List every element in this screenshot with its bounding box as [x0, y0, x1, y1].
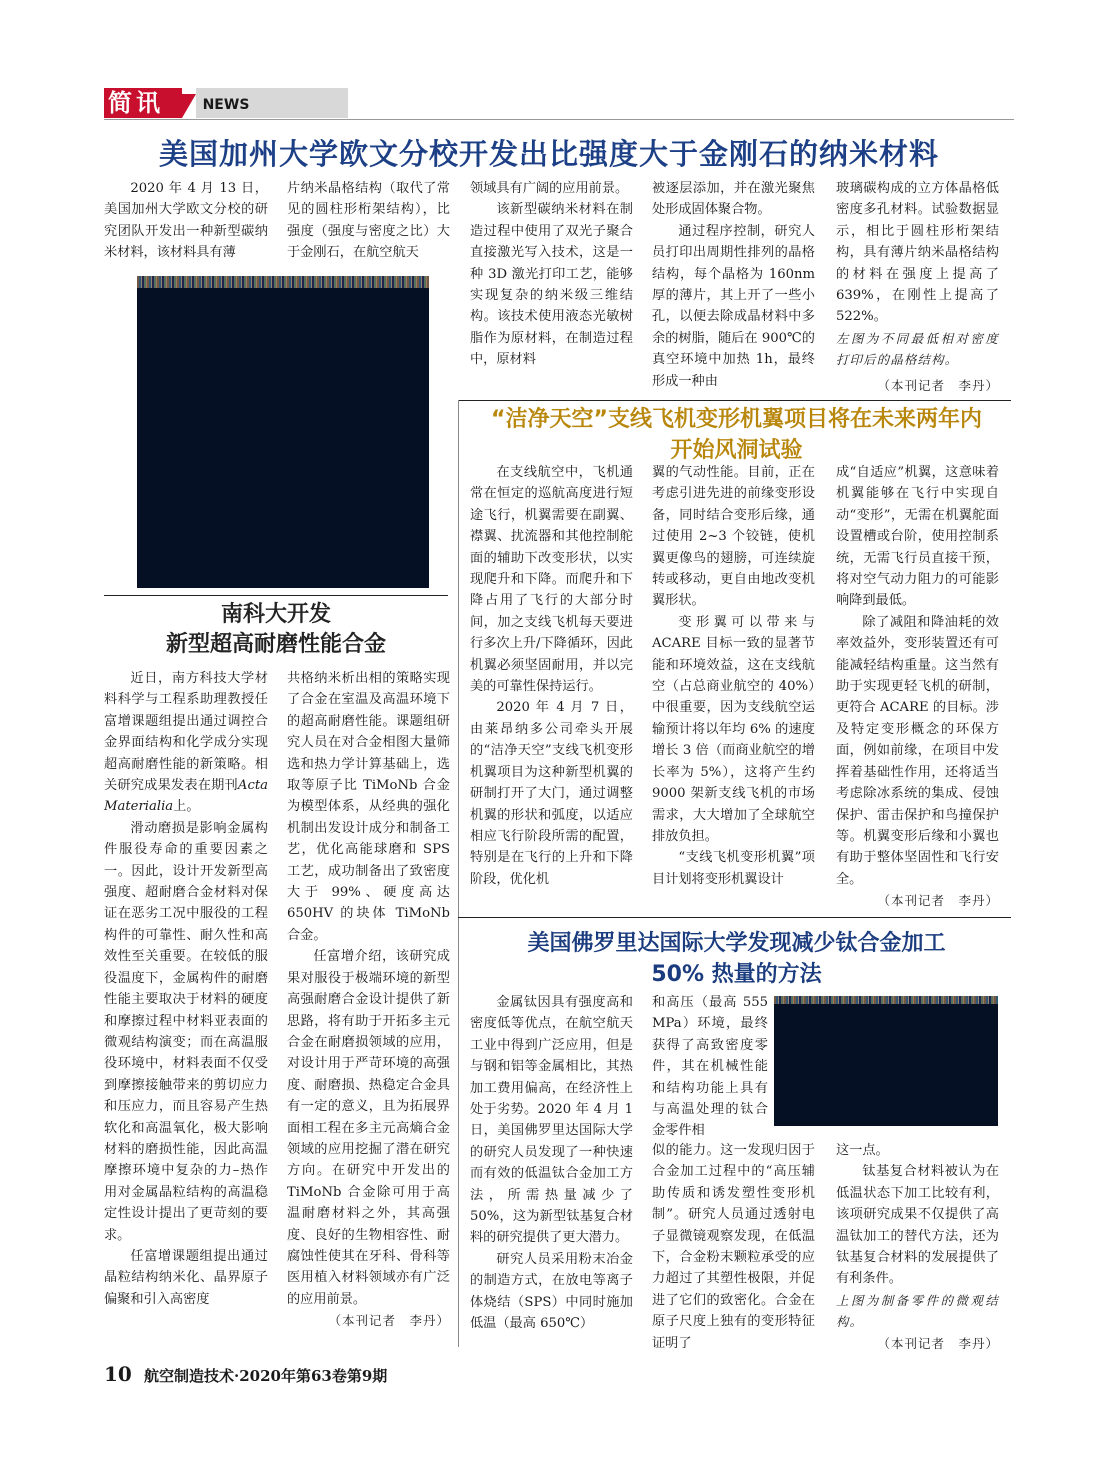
article4-col1: 金属钛因具有强度高和密度低等优点，在航空航天工业中得到广泛应用，但是与钢和铝等金属相比，其热加工费用偏高，在经济性上处于劣势。2020 年 4 月 1 日，美国佛罗里达国际大学的研究人员发现了一种快速而有效的低温钛合金加工方法，所需热量减少了 50%，这为新型钛基复合材料的研究提供了更大潜力。 研究人员采用粉末冶金的制造方式，在放电等离子体烧结（SPS）中同时施加低温（最高 650℃）: [470, 995, 633, 1332]
article1-col4: 被逐层添加，并在激光聚焦处形成固体聚合物。 通过程序控制，研究人员打印出周期性排列的晶格结构，每个晶格为 160nm 厚的薄片，其上开了一些小孔，以便去除成晶材料中多余的树脂，随后在 900℃的真空环境中加热 1h，最终形成一种由: [652, 181, 815, 389]
article4-col2a: 和高压（最高 555 MPa）环境，最终获得了高致密度零件，其在机械性能和结构功能上具有与高温处理的钛合金零件相: [652, 995, 768, 1139]
article3-col2: 翼的气动性能。目前，正在考虑引进先进的前缘变形设备，同时结合变形后缘，通过使用 2~3 个铰链，使机翼更像鸟的翅膀，可连续旋转或移动，更自由地改变机翼形状。 变形翼可以带来与 ACARE 目标一致的显著节能和环境效益，这在支线航空（占总商业航空的 40%）中很重要，因为支线航空运输预计将以年均 6% 的速度增长 3 倍（而商业航空的增长率为 5%），这将产生约 9000 架新支线飞机的市场需求，大大增加了全球航空排放负担。 “支线飞机变形机翼”项目计划将变形机翼设计: [652, 465, 815, 887]
section-title-en: NEWS: [202, 97, 250, 113]
article2-title-line2: 新型超高耐磨性能合金: [165, 632, 386, 657]
article3-title-line1: “洁净天空”支线飞机变形机翼项目将在未来两年内: [491, 407, 982, 432]
microstructure-image: [774, 996, 998, 1126]
article1-caption: 左图为不同最低相对密度打印后的晶格结构。: [836, 330, 999, 368]
article3-signature: （本刊记者 李丹）: [877, 893, 999, 909]
article4-title-line2: 50% 热量的方法: [651, 962, 822, 987]
nanolattice-image: [137, 276, 429, 588]
article2-title: [104, 600, 448, 660]
article4-title-line1: 美国佛罗里达国际大学发现减少钛合金加工: [527, 931, 946, 956]
rule-article3-top: [458, 400, 1011, 401]
article1-col2: 片纳米晶格结构（取代了常见的圆柱形桁架结构），比强度（强度与密度之比）大于金刚石，在航空航天: [287, 181, 450, 261]
article1-col1: 2020 年 4 月 13 日，美国加州大学欧文分校的研究团队开发出一种新型碳纳米材料，该材料具有薄: [104, 181, 268, 261]
article1-col3: 领域具有广阔的应用前景。 该新型碳纳米材料在制造过程中使用了双光子聚合直接激光写入技术，这是一种 3D 激光打印工艺，能够实现复杂的纳米级三维结构。该技术使用液态光敏树脂作为原材料，在制造过程中，原材料: [470, 181, 633, 368]
section-title-cn: 简讯: [108, 88, 164, 117]
article3-col1: 在支线航空中，飞机通常在恒定的巡航高度进行短途飞行，机翼需要在副翼、襟翼、扰流器和其他控制舵面的辅助下改变形状，以实现爬升和下降。而爬升和下降占用了飞行的大部分时间，加之支线飞机每天要进行多次上升/下降循环，因此机翼必须坚固耐用，并以完美的可靠性保持运行。 2020 年 4 月 7 日，由莱昂纳多公司牵头开展的“洁净天空”支线飞机变形机翼项目为这种新型机翼的研制打开了大门，通过调整机翼的形状和弧度，以适应相应飞行阶段所需的配置，特别是在飞行的上升和下降阶段，优化机: [470, 465, 633, 887]
article1-col5: 玻璃碳构成的立方体晶格低密度多孔材料。试验数据显示，相比于圆柱形桁架结构，具有薄片纳米晶格结构的材料在强度上提高了 639%，在刚性上提高了 522%。 左图为不同最低相对密度打印后的晶格结构。 （本刊记者 李丹）: [836, 178, 999, 396]
article2-title-line1: 南科大开发: [220, 602, 331, 627]
rule-article2-top: [104, 595, 448, 596]
article4-caption: 上图为制备零件的微观结构。: [836, 1292, 999, 1330]
journal-name: 航空制造技术·2020年第63卷第9期: [144, 1367, 388, 1385]
article4-signature: （本刊记者 李丹）: [877, 1335, 999, 1351]
article4-title: [462, 928, 1011, 990]
section-header: [104, 88, 1014, 120]
article4-col2b: 似的能力。这一发现归因于合金加工过程中的“高压辅助传质和诱发塑性变形机制”。研究人员通过透射电子显微镜观察发现，在低温下，合金粉末颗粒承受的应力超过了其塑性极限，并促进了它们的致密化。合金在原子尺度上独有的变形特征证明了: [652, 1143, 815, 1351]
article2-col2: 共格纳米析出相的策略实现了合金在室温及高温环境下的超高耐磨性能。课题组研究人员在对合金相图大量筛选和热力学计算基础上，选取等原子比 TiMoNb 合金为模型体系，从经典的强化机制出发设计成分和制备工艺，优化高能球磨和 SPS 工艺，成功制备出了致密度大于 99%、硬度高达 650HV 的块体 TiMoNb 合金。 任富增介绍，该研究成果对服役于极端环境的新型高强耐磨合金设计提供了新思路，将有助于开拓多主元合金在耐磨损领域的应用，对设计用于严苛环境的高强度、耐磨损、热稳定合金具有一定的意义，且为拓展界面相工程在多主元高熵合金领域的应用挖掘了潜在研究方向。在研究中开发出的 TiMoNb 合金除可用于高温耐磨材料之外，其高强度、良好的生物相容性、耐腐蚀性使其在牙科、骨科等医用植入材料领域亦有广泛的应用前景。 （本刊记者 李丹）: [287, 668, 450, 1332]
article2-col1: 近日，南方科技大学材料科学与工程系助理教授任富增课题组提出通过调控合金界面结构和化学成分实现超高耐磨性能的新策略。相关研究成果发表在期刊Acta Materialia上。 滑动磨损是影响金属构件服役寿命的重要因素之一。因此，设计开发新型高强度、超耐磨合金材料对保证在恶劣工况中服役的工程构件的可靠性、耐久性和高效性至关重要。在较低的服役温度下，金属构件的耐磨性能主要取决于材料的硬度和摩擦过程中材料亚表面的微观结构演变；而在高温服役环境中，材料表面不仅受到摩擦接触带来的剪切应力和压应力，而且容易产生热软化和高温氧化，极大影响材料的磨损性能，因此高温摩擦环境中复杂的力–热作用对金属晶粒结构的高温稳定性设计提出了更苛刻的要求。 任富增课题组提出通过晶粒结构纳米化、晶界原子偏聚和引入高密度: [104, 671, 268, 1307]
article4-col3: 这一点。 钛基复合材料被认为在低温状态下加工比较有利，该项研究成果不仅提供了高温钛加工的替代方法，还为钛基复合材料的发展提供了有利条件。 上图为制备零件的微观结构。 （本刊记者 李丹）: [836, 1140, 999, 1354]
rule-article4-top: [458, 917, 1011, 918]
article3-title: [462, 404, 1011, 466]
article3-col3: 成“自适应”机翼，这意味着机翼能够在飞行中实现自动“变形”，无需在机翼舵面设置槽或台阶，使用控制系统，无需飞行员直接干预，将对空气动力阻力的可能影响降到最低。 除了减阻和降油耗的效率效益外，变形装置还有可能减轻结构重量。这当然有助于实现更轻飞机的研制，更符合 ACARE 的目标。涉及特定变形概念的环保方面，例如前缘，在项目中发挥着基础性作用，还将适当考虑除冰系统的集成、侵蚀保护、雷击保护和鸟撞保护等。机翼变形后缘和小翼也有助于整体坚固性和飞行安全。 （本刊记者 李丹）: [836, 462, 999, 912]
page-number: 10: [104, 1362, 132, 1386]
section-tab: [182, 94, 196, 118]
footer: [104, 1362, 704, 1392]
article1-signature: （本刊记者 李丹）: [877, 377, 999, 393]
article1-title: 美国加州大学欧文分校开发出比强度大于金刚石的纳米材料: [158, 137, 939, 171]
article3-title-line2: 开始风洞试验: [670, 438, 803, 463]
rule-vertical: [458, 400, 459, 1347]
header-rule: [104, 119, 1014, 120]
article2-signature: （本刊记者 李丹）: [328, 1313, 450, 1329]
